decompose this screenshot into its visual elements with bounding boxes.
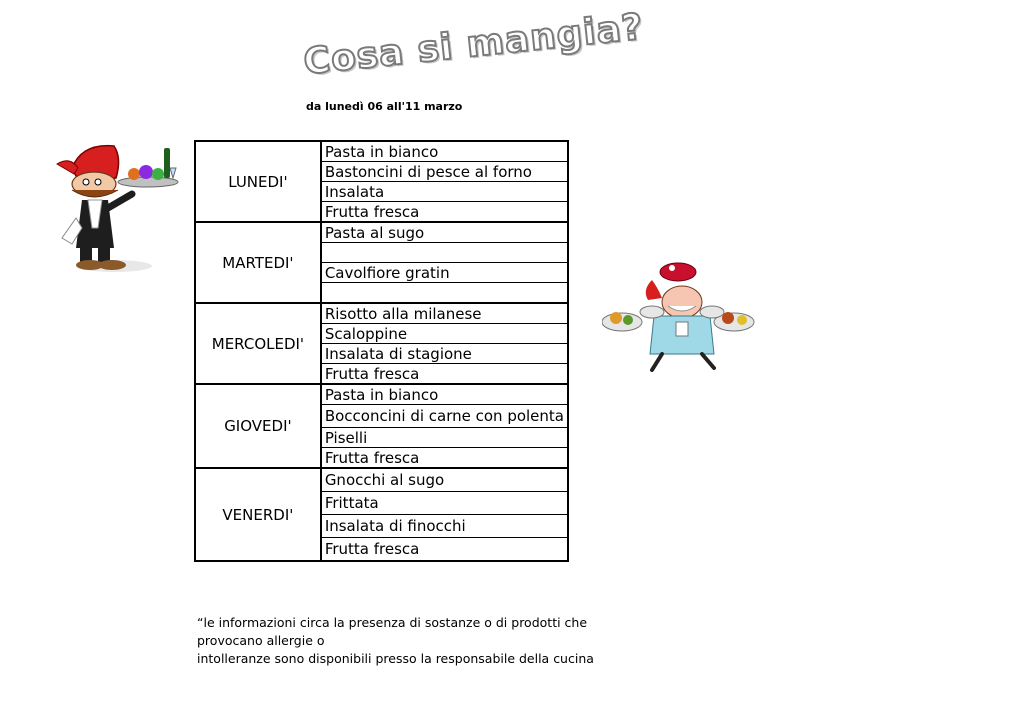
date-range: da lunedì 06 all'11 marzo [306, 100, 463, 113]
dish-cell: Risotto alla milanese [321, 303, 568, 324]
dish-cell: Scaloppine [321, 324, 568, 344]
dish-cell: Pasta in bianco [321, 384, 568, 405]
day-label-mercoledi: MERCOLEDI' [195, 303, 321, 384]
dish-cell: Pasta al sugo [321, 222, 568, 243]
day-label-lunedi: LUNEDI' [195, 141, 321, 222]
dish-cell: Insalata di stagione [321, 344, 568, 364]
dish-cell: Insalata [321, 182, 568, 202]
day-label-martedi: MARTEDI' [195, 222, 321, 303]
dish-cell: Pasta in bianco [321, 141, 568, 162]
dish-cell: Insalata di finocchi [321, 515, 568, 538]
dish-cell: Bastoncini di pesce al forno [321, 162, 568, 182]
table-row [195, 222, 568, 243]
page-title: Cosa si mangia? [301, 6, 646, 83]
dish-cell: Piselli [321, 428, 568, 448]
weekly-menu-table [194, 140, 569, 562]
dish-cell: Frutta fresca [321, 364, 568, 385]
waiter-illustration [52, 138, 182, 278]
table-row [195, 303, 568, 324]
allergy-note [197, 614, 594, 668]
dish-cell: Frutta fresca [321, 448, 568, 469]
table-row [195, 384, 568, 405]
dish-cell [321, 283, 568, 304]
dish-cell [321, 243, 568, 263]
chef-illustration [602, 258, 756, 376]
allergy-note-line: provocano allergie o [197, 633, 325, 648]
allergy-note-line: “le informazioni circa la presenza di sostanze o di prodotti che [197, 615, 588, 630]
allergy-note-line: intolleranze sono disponibili presso la responsabile della cucina [197, 651, 594, 666]
day-label-venerdi: VENERDI' [195, 468, 321, 561]
dish-cell: Cavolfiore gratin [321, 263, 568, 283]
dish-cell: Frutta fresca [321, 538, 568, 562]
dish-cell: Bocconcini di carne con polenta [321, 405, 568, 428]
dish-cell: Frittata [321, 492, 568, 515]
table-row [195, 141, 568, 162]
dish-cell: Gnocchi al sugo [321, 468, 568, 492]
dish-cell: Frutta fresca [321, 202, 568, 223]
day-label-giovedi: GIOVEDI' [195, 384, 321, 468]
table-row [195, 468, 568, 492]
